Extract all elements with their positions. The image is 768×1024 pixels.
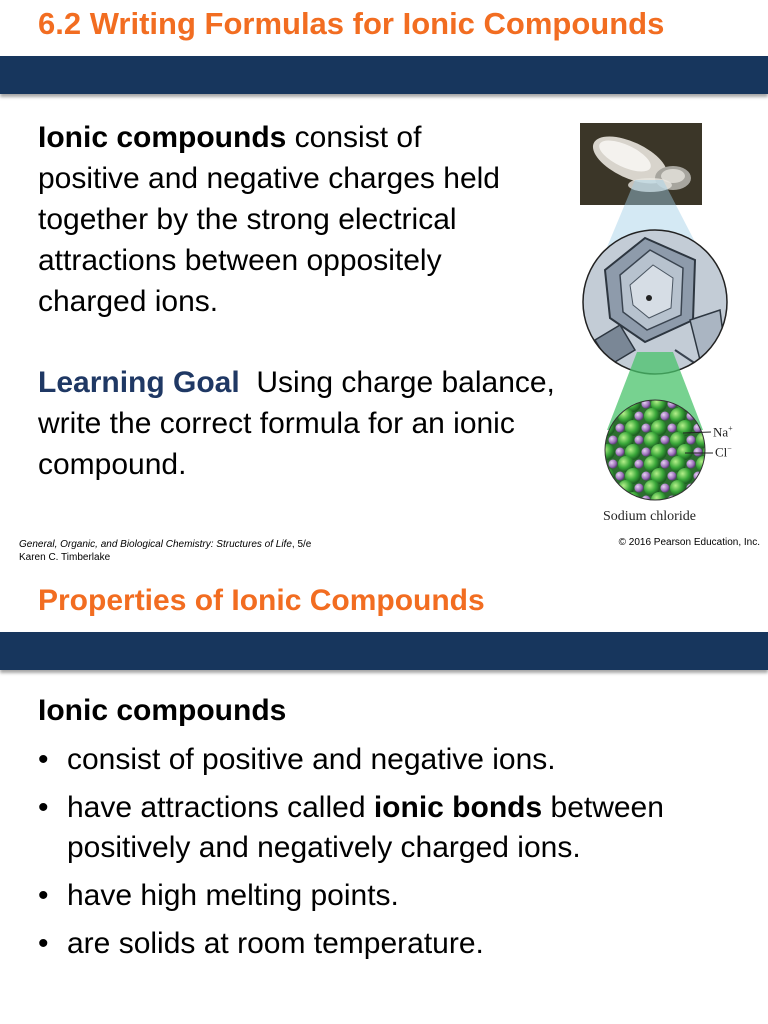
figure-caption: Sodium chloride xyxy=(603,509,696,524)
chloride-ion-label xyxy=(715,444,732,460)
slide-1-title: 6.2 Writing Formulas for Ionic Compounds xyxy=(38,6,665,41)
sodium-ion xyxy=(661,484,670,493)
sodium-ion xyxy=(713,460,722,469)
figure-illustration xyxy=(575,120,755,530)
list-item-text: are solids at room temperature. xyxy=(67,927,484,960)
list-item-text: have attractions called xyxy=(67,791,374,824)
intro-paragraph xyxy=(38,117,528,322)
sodium-ion xyxy=(694,448,703,457)
chloride-ion xyxy=(677,492,693,508)
list-item xyxy=(38,788,758,868)
sodium-ion xyxy=(609,436,618,445)
book-title: General, Organic, and Biological Chemistry: Structures of Life xyxy=(19,539,292,550)
sodium-ion xyxy=(661,460,670,469)
cl-charge: − xyxy=(727,444,732,453)
sodium-ion xyxy=(635,436,644,445)
learning-goal-label: Learning Goal xyxy=(38,366,240,399)
footer-copyright: © 2016 Pearson Education, Inc. xyxy=(618,537,760,548)
sodium-ion xyxy=(616,496,625,505)
na-symbol: Na xyxy=(713,424,729,440)
bullet: • xyxy=(38,791,49,824)
list-item-text: consist of positive and negative ions. xyxy=(67,743,556,776)
learning-goal-text: Using charge balance, write the correct formula for an ionic compound. xyxy=(38,366,564,481)
bullet: • xyxy=(38,927,49,960)
chloride-ion xyxy=(703,468,719,484)
sodium-ion xyxy=(713,484,722,493)
ionic-bonds-term: ionic bonds xyxy=(373,791,543,824)
sodium-ion xyxy=(635,484,644,493)
sodium-ion xyxy=(616,424,625,433)
cl-symbol: Cl xyxy=(715,444,728,460)
sodium-ion xyxy=(661,436,670,445)
list-item xyxy=(38,924,758,964)
sodium-ion xyxy=(687,436,696,445)
title-bar xyxy=(0,56,768,94)
na-charge: + xyxy=(728,424,733,433)
sodium-ion xyxy=(642,424,651,433)
sodium-ion xyxy=(661,412,670,421)
properties-list xyxy=(38,740,758,972)
chloride-ion xyxy=(599,396,615,412)
sodium-ion xyxy=(668,424,677,433)
bullet: • xyxy=(38,879,49,912)
chloride-ion xyxy=(599,444,615,460)
sodium-ion xyxy=(642,472,651,481)
list-item xyxy=(38,740,758,780)
sodium-chloride-figure xyxy=(575,120,755,530)
sodium-ion xyxy=(635,460,644,469)
sodium-ion xyxy=(713,412,722,421)
list-item xyxy=(38,876,758,916)
sodium-ion xyxy=(616,448,625,457)
book-author: Karen C. Timberlake xyxy=(19,552,111,563)
properties-heading: Ionic compounds xyxy=(38,694,287,727)
sodium-ion xyxy=(668,472,677,481)
sodium-ion xyxy=(694,400,703,409)
sodium-ion-label xyxy=(713,424,733,440)
sodium-ion xyxy=(687,460,696,469)
chloride-ion xyxy=(703,396,719,412)
slide-2-title: Properties of Ionic Compounds xyxy=(38,584,485,617)
sodium-ion xyxy=(616,472,625,481)
sodium-ion xyxy=(694,496,703,505)
sodium-ion xyxy=(635,412,644,421)
slide-2 xyxy=(0,576,768,1024)
sodium-ion xyxy=(642,448,651,457)
chloride-ion xyxy=(670,480,686,496)
intro-bold-term: Ionic compounds xyxy=(38,121,287,154)
chloride-ion xyxy=(696,480,712,496)
footer-citation xyxy=(19,538,311,564)
chloride-ion xyxy=(703,492,719,508)
intro-text: consist of positive and negative charges held together by the strong electrical attractions between oppositely charged ions. xyxy=(38,121,500,318)
list-item-text: between positively and negatively charged ions. xyxy=(67,791,664,864)
sodium-ion xyxy=(609,460,618,469)
sodium-ion xyxy=(668,448,677,457)
sodium-ion xyxy=(609,484,618,493)
learning-goal-paragraph xyxy=(38,362,564,485)
chloride-ion xyxy=(599,492,615,508)
book-edition: , 5/e xyxy=(291,539,312,550)
list-item-text: have high melting points. xyxy=(67,879,399,912)
bullet: • xyxy=(38,743,49,776)
title-bar xyxy=(0,632,768,670)
